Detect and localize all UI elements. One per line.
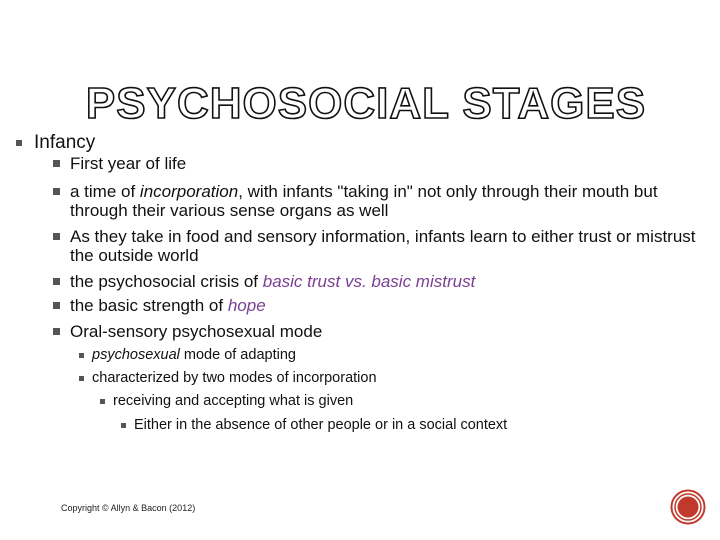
- point-2-em: incorporation: [139, 182, 239, 201]
- bullet-marker: [53, 328, 60, 335]
- subsubpoint-text: receiving and accepting what is given: [113, 393, 354, 409]
- circle-nav-button-icon[interactable]: [670, 489, 706, 525]
- bullet-marker: [53, 278, 60, 285]
- bullet-marker: [79, 376, 84, 381]
- subpoint-1: [92, 347, 296, 364]
- bullet-marker: [53, 160, 60, 167]
- point-5-pre: the basic strength of: [70, 296, 228, 315]
- point-1-text: First year of life: [70, 154, 187, 173]
- bullet-marker: [53, 302, 60, 309]
- point-4-em: basic trust vs. basic mistrust: [262, 272, 476, 291]
- bullet-marker: [79, 353, 84, 358]
- point-6: [70, 322, 710, 341]
- bullet-infancy: [34, 132, 95, 154]
- subpoint-1-post: mode of adapting: [179, 347, 296, 363]
- bullet-marker: [100, 399, 105, 404]
- point-3-text: As they take in food and sensory information, infants learn to either trust or mistrust the outside world: [70, 227, 696, 265]
- subpoint-2: [92, 370, 377, 387]
- copyright-footer: Copyright © Allyn & Bacon (2012): [61, 503, 196, 513]
- point-3: [70, 227, 710, 265]
- subpoint-2-text: characterized by two modes of incorporation: [92, 370, 377, 386]
- subpoint-1-em: psychosexual: [92, 347, 180, 363]
- heading-text: Infancy: [34, 132, 96, 153]
- bullet-marker: [53, 233, 60, 240]
- point-2: [70, 182, 710, 220]
- point-2-post: , with infants "taking in" not only through their mouth but through their various sense organs as well: [70, 182, 658, 220]
- point-5-em: hope: [227, 296, 266, 315]
- point-2-pre: a time of: [70, 182, 140, 201]
- slide-title: PSYCHOSOCIAL STAGES: [85, 79, 647, 128]
- subsubsubpoint: [134, 417, 507, 434]
- point-6-text: Oral-sensory psychosexual mode: [70, 322, 323, 341]
- bullet-marker: [16, 140, 22, 146]
- point-4: [70, 272, 710, 291]
- point-4-pre: the psychosocial crisis of: [70, 272, 263, 291]
- point-5: [70, 296, 710, 315]
- point-1: [70, 154, 710, 173]
- subsubpoint: [113, 393, 353, 410]
- bullet-marker: [53, 188, 60, 195]
- bullet-marker: [121, 423, 126, 428]
- subsubsubpoint-text: Either in the absence of other people or in a social context: [134, 417, 508, 433]
